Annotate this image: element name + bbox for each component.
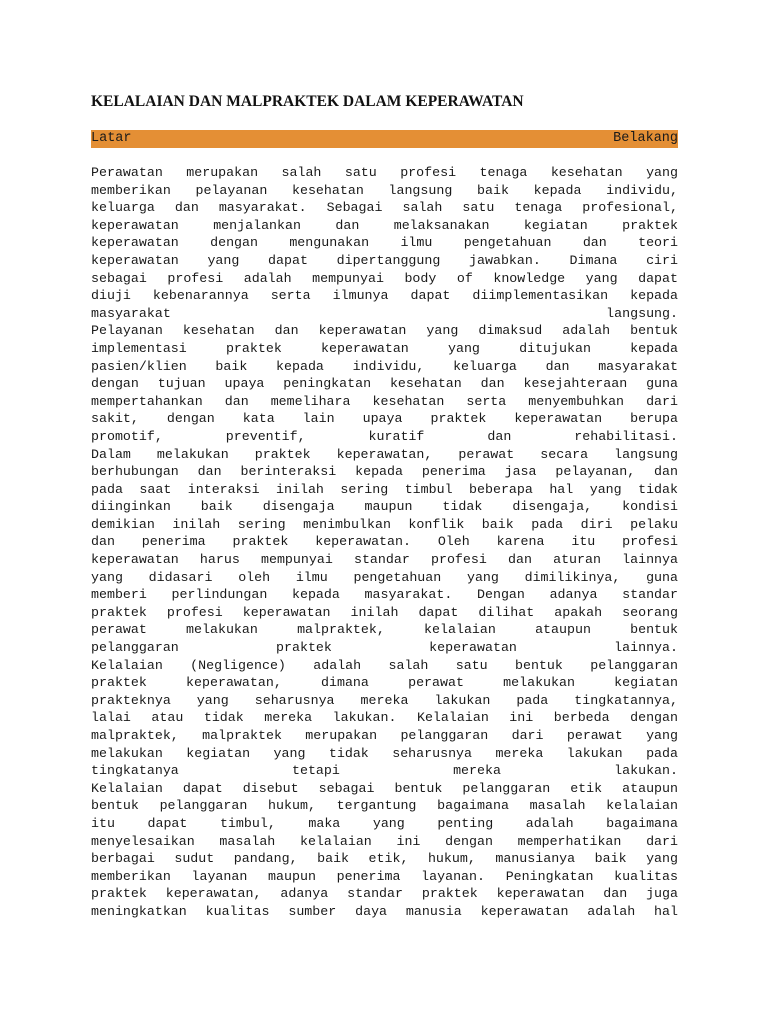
text-line: berhubungan dan berinteraksi kepada penerima jasa pelayanan, dan <box>91 464 678 480</box>
text-line: implementasi praktek keperawatan yang ditujukan kepada <box>91 340 678 356</box>
text-line: memberikan pelayanan kesehatan langsung baik kepada individu, <box>91 182 678 198</box>
text-line: diuji kebenarannya serta ilmunya dapat diimplementasikan kepada <box>91 288 678 304</box>
text-line: Kelalaian dapat disebut sebagai bentuk pelanggaran etik ataupun <box>91 780 678 796</box>
text-line: praktek profesi keperawatan inilah dapat dilihat apakah seorang <box>91 604 678 620</box>
text-line: keperawatan harus mempunyai standar profesi dan aturan lainnya <box>91 552 678 568</box>
text-line: prakteknya yang seharusnya mereka lakukan pada tingkatannya, <box>91 692 678 708</box>
text-line: Pelayanan kesehatan dan keperawatan yang dimaksud adalah bentuk <box>91 323 678 339</box>
document-title: KELALAIAN DAN MALPRAKTEK DALAM KEPERAWATAN <box>91 93 524 110</box>
text-line: perawat melakukan malpraktek, kelalaian ataupun bentuk <box>91 622 678 638</box>
text-line: pada saat interaksi inilah sering timbul beberapa hal yang tidak <box>91 481 678 497</box>
text-line: lalai atau tidak mereka lakukan. Kelalaian ini berbeda dengan <box>91 710 678 726</box>
text-line: keluarga dan masyarakat. Sebagai salah satu tenaga profesional, <box>91 200 678 216</box>
text-line: dan penerima praktek keperawatan. Oleh karena itu profesi <box>91 534 678 550</box>
text-line: itu dapat timbul, maka yang penting adalah bagaimana <box>91 815 678 831</box>
text-line: demikian inilah sering menimbulkan konflik baik pada diri pelaku <box>91 516 678 532</box>
text-line: praktek keperawatan, dimana perawat melakukan kegiatan <box>91 675 678 691</box>
text-line: tingkatanya tetapi mereka lakukan. <box>91 763 678 779</box>
text-line: mempertahankan dan memelihara kesehatan serta menyembuhkan dari <box>91 393 678 409</box>
text-line: praktek keperawatan, adanya standar praktek keperawatan dan juga <box>91 886 678 902</box>
text-line: Perawatan merupakan salah satu profesi tenaga kesehatan yang <box>91 165 678 180</box>
text-line: pasien/klien baik kepada individu, keluarga dan masyarakat <box>91 358 678 374</box>
text-line: sakit, dengan kata lain upaya praktek keperawatan berupa <box>91 411 678 427</box>
text-line: pelanggaran praktek keperawatan lainnya. <box>91 640 678 656</box>
text-line: berbagai sudut pandang, baik etik, hukum, manusianya baik yang <box>91 851 678 867</box>
text-line: dengan tujuan upaya peningkatan kesehatan dan kesejahteraan guna <box>91 376 678 392</box>
text-line: meningkatkan kualitas sumber daya manusia keperawatan adalah hal <box>91 903 678 919</box>
text-line: promotif, preventif, kuratif dan rehabilitasi. <box>91 428 678 444</box>
text-line: menyelesaikan masalah kelalaian ini dengan memperhatikan dari <box>91 833 678 849</box>
text-line: memberi perlindungan kepada masyarakat. Dengan adanya standar <box>91 587 678 603</box>
text-line: keperawatan menjalankan dan melaksanakan kegiatan praktek <box>91 217 678 233</box>
text-line: sebagai profesi adalah mempunyai body of knowledge yang dapat <box>91 270 678 286</box>
text-line: keperawatan dengan mengunakan ilmu pengetahuan dan teori <box>91 235 678 251</box>
text-line: Dalam melakukan praktek keperawatan, perawat secara langsung <box>91 446 678 462</box>
text-line: Kelalaian (Negligence) adalah salah satu bentuk pelanggaran <box>91 657 678 673</box>
text-line: yang didasari oleh ilmu pengetahuan yang dimilikinya, guna <box>91 569 678 585</box>
text-line: malpraktek, malpraktek merupakan pelanggaran dari perawat yang <box>91 728 678 743</box>
section-heading-text: Latar Belakang <box>91 131 678 146</box>
text-line: bentuk pelanggaran hukum, tergantung bagaimana masalah kelalaian <box>91 798 678 814</box>
text-line: melakukan kegiatan yang tidak seharusnya mereka lakukan pada <box>91 745 678 761</box>
section-heading <box>91 130 678 148</box>
text-line: memberikan layanan maupun penerima layanan. Peningkatan kualitas <box>91 868 678 884</box>
text-line: masyarakat langsung. <box>91 305 678 321</box>
text-line: keperawatan yang dapat dipertanggung jawabkan. Dimana ciri <box>91 252 678 268</box>
text-line: diinginkan baik disengaja maupun tidak disengaja, kondisi <box>91 499 678 515</box>
body-paragraphs <box>91 164 678 921</box>
